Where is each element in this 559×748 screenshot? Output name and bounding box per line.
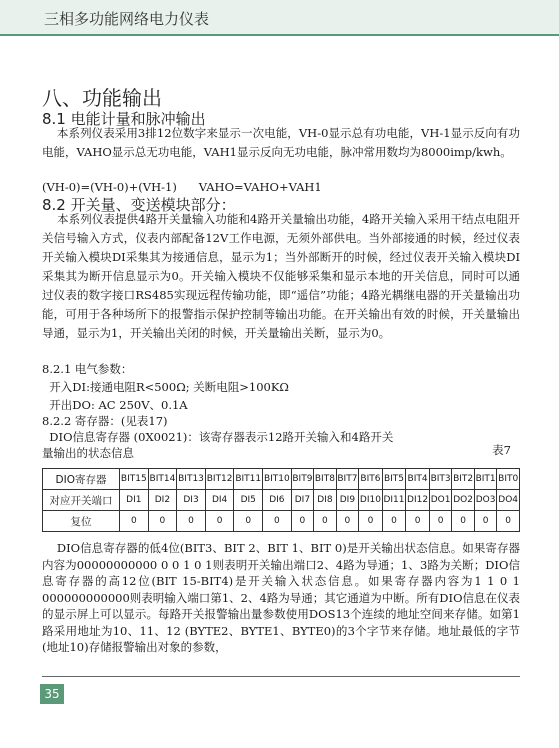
reset-cell: 0 — [291, 511, 314, 532]
reset-cell: 0 — [148, 511, 177, 532]
bit-cell: BIT0 — [497, 469, 520, 490]
page-number: 35 — [40, 684, 64, 704]
port-cell: DI8 — [314, 490, 337, 511]
reset-cell: 0 — [205, 511, 234, 532]
bit-cell: BIT10 — [263, 469, 292, 490]
reset-cell: 0 — [474, 511, 497, 532]
port-cell: DO1 — [429, 490, 452, 511]
subsection-8-1-paragraph: 本系列仪表采用3排12位数字来显示一次电能，VH-0显示总有功电能，VH-1显示反向有功电能，VAHO显示总无功电能，VAH1显示反向无功电能，脉冲常用数均为8000imp/kwh。 — [42, 126, 520, 159]
reset-cell: 0 — [359, 511, 383, 532]
bit-cell: BIT4 — [406, 469, 430, 490]
port-cell: DI2 — [148, 490, 177, 511]
port-cell: DI12 — [406, 490, 430, 511]
subsection-8-2-1-title: 8.2.1 电气参数： — [42, 362, 133, 376]
port-cell: DI9 — [336, 490, 359, 511]
register-description-line1: DIO信息寄存器 (0X0021)：该寄存器表示12路开关输入和4路开关 — [42, 430, 394, 444]
reset-cell: 0 — [234, 511, 263, 532]
reset-cell: 0 — [406, 511, 430, 532]
bit-cell: BIT1 — [474, 469, 497, 490]
table-caption: 表7 — [492, 443, 511, 457]
dio-explanation-paragraph: DIO信息寄存器的低4位(BIT3、BIT 2、BIT 1、BIT 0)是开关输出状态信息。如果寄存器内容为00000000000 0 0 1 0 1则表明开关输出端口2、4路为导通；1、3路为关断；DIO信息寄存器的高12位(BIT 15-BIT4)是开关输入状态信息。如果寄存器内容为1 1 0 1 000000000000则表明输入端口第1、2、4路为导通；其它通道为中断。所有DIO信息在仪表的显示屏上可以显示。每路开关报警输出量参数使用DOS13个连续的地址空间来存储。如第1路采用地址为10、11、12 (BYTE2、BYTE1、BYTE0)的3个字节来存储。地址最低的字节(地址10)存储报警输出对象的参数， — [42, 541, 524, 654]
table-row-ports — [43, 490, 520, 511]
bit-cell: BIT12 — [205, 469, 234, 490]
row-header-register: DIO寄存器 — [43, 469, 120, 490]
subsection-8-2-2-title: 8.2.2 寄存器：(见表17) — [42, 414, 168, 428]
port-cell: DI4 — [205, 490, 234, 511]
subsection-8-2-paragraph: 本系列仪表提供4路开关量输入功能和4路开关量输出功能，4路开关输入采用干结点电阻开关信号输入方式，仪表内部配备12V工作电源，无须外部供电。当外部接通的时候，经过仪表开关输入模块DI采集其为接通信息，显示为1；当外部断开的时候，经过仪表开关输入模块DI采集其为断开信息显示为0。开关输入模块不仅能够采集和显示本地的开关信息，同时可以通过仪表的数字接口RS485实现远程传输功能，即“遥信”功能；4路光耦继电器的开关量输出功能，可用于各种场所下的报警指示保护控制等输出功能。在开关输出有效的时候，开关量输出导通，显示为1，开关输出关闭的时候，开关量输出关断，显示为0。 — [42, 212, 520, 340]
bit-cell: BIT7 — [336, 469, 359, 490]
bit-cell: BIT9 — [291, 469, 314, 490]
port-cell: DI10 — [359, 490, 383, 511]
bit-cell: BIT6 — [359, 469, 383, 490]
bit-cell: BIT11 — [234, 469, 263, 490]
reset-cell: 0 — [429, 511, 452, 532]
section-title: 八、功能输出 — [42, 86, 162, 110]
bit-cell: BIT8 — [314, 469, 337, 490]
register-description-line2: 量输出的状态信息 — [42, 446, 134, 460]
bit-cell: BIT14 — [148, 469, 177, 490]
bit-cell: BIT15 — [120, 469, 149, 490]
page-header — [0, 0, 559, 36]
port-cell: DI3 — [177, 490, 206, 511]
table-row-bits — [43, 469, 520, 490]
row-header-port: 对应开关端口 — [43, 490, 120, 511]
bit-cell: BIT3 — [429, 469, 452, 490]
energy-formula: (VH-0)=(VH-0)+(VH-1) VAHO=VAHO+VAH1 — [42, 180, 322, 194]
port-cell: DI5 — [234, 490, 263, 511]
electrical-input-spec: 开入DI:接通电阻R<500Ω; 关断电阻>100KΩ — [42, 380, 289, 394]
subsection-8-1-title: 8.1 电能计量和脉冲输出 — [42, 110, 206, 128]
port-cell: DO2 — [452, 490, 475, 511]
footer-rule — [42, 676, 520, 677]
port-cell: DI1 — [120, 490, 149, 511]
reset-cell: 0 — [452, 511, 475, 532]
subsection-8-2-title: 8.2 开关量、变送模块部分： — [42, 196, 236, 214]
row-header-reset: 复位 — [43, 511, 120, 532]
reset-cell: 0 — [263, 511, 292, 532]
reset-cell: 0 — [177, 511, 206, 532]
reset-cell: 0 — [497, 511, 520, 532]
port-cell: DO4 — [497, 490, 520, 511]
header-title: 三相多功能网络电力仪表 — [44, 10, 210, 28]
port-cell: DI7 — [291, 490, 314, 511]
port-cell: DI11 — [382, 490, 406, 511]
dio-register-table — [42, 468, 520, 532]
reset-cell: 0 — [382, 511, 406, 532]
bit-cell: BIT5 — [382, 469, 406, 490]
port-cell: DO3 — [474, 490, 497, 511]
bit-cell: BIT13 — [177, 469, 206, 490]
port-cell: DI6 — [263, 490, 292, 511]
bit-cell: BIT2 — [452, 469, 475, 490]
table-row-reset — [43, 511, 520, 532]
reset-cell: 0 — [120, 511, 149, 532]
electrical-output-spec: 开出DO: AC 250V、0.1A — [42, 398, 188, 412]
reset-cell: 0 — [314, 511, 337, 532]
reset-cell: 0 — [336, 511, 359, 532]
